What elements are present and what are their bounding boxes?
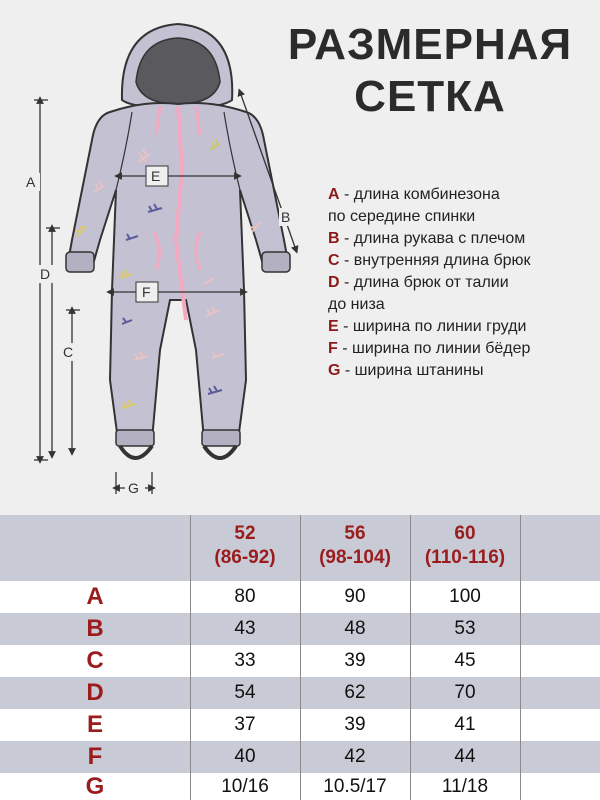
legend-item: по середине спинки <box>328 208 476 225</box>
table-row: E 37 39 41 <box>0 709 600 741</box>
title-line-1: РАЗМЕРНАЯ <box>287 20 573 69</box>
size-table <box>0 515 600 800</box>
legend-item: B - длина рукава с плечом <box>328 230 526 247</box>
column-divider <box>190 515 191 800</box>
header-corner <box>0 515 190 581</box>
table-row: C 33 39 45 <box>0 645 600 677</box>
label-d: D <box>40 266 51 282</box>
legend-item: F - ширина по линии бёдер <box>328 340 531 357</box>
legend-item: G - ширина штанины <box>328 362 484 379</box>
label-g: G <box>128 480 139 496</box>
table-row: A 80 90 100 <box>0 581 600 613</box>
title-line-2: СЕТКА <box>354 72 506 121</box>
label-b: B <box>281 209 291 225</box>
legend-item: A - длина комбинезона <box>328 186 500 203</box>
label-a: A <box>26 174 36 190</box>
legend-item: до низа <box>328 296 385 313</box>
hood <box>122 24 232 108</box>
column-header: 52 (86-92) <box>214 523 276 568</box>
column-header: 56 (98-104) <box>319 523 391 568</box>
table-row: G 10/16 10.5/17 11/18 <box>0 773 600 800</box>
label-c: C <box>63 344 74 360</box>
table-row: B 43 48 53 <box>0 613 600 645</box>
column-divider <box>300 515 301 800</box>
table-row: F 40 42 44 <box>0 741 600 773</box>
table-row: D 54 62 70 <box>0 677 600 709</box>
legend-item: C - внутренняя длина брюк <box>328 252 531 269</box>
column-divider <box>410 515 411 800</box>
label-e: E <box>151 168 161 184</box>
jumpsuit-body <box>66 103 290 458</box>
legend <box>328 184 598 382</box>
legend-item: D - длина брюк от талии <box>328 274 509 291</box>
legend-item: E - ширина по линии груди <box>328 318 527 335</box>
column-divider <box>520 515 521 800</box>
label-f: F <box>142 284 151 300</box>
column-header: 60 (110-116) <box>424 523 506 568</box>
